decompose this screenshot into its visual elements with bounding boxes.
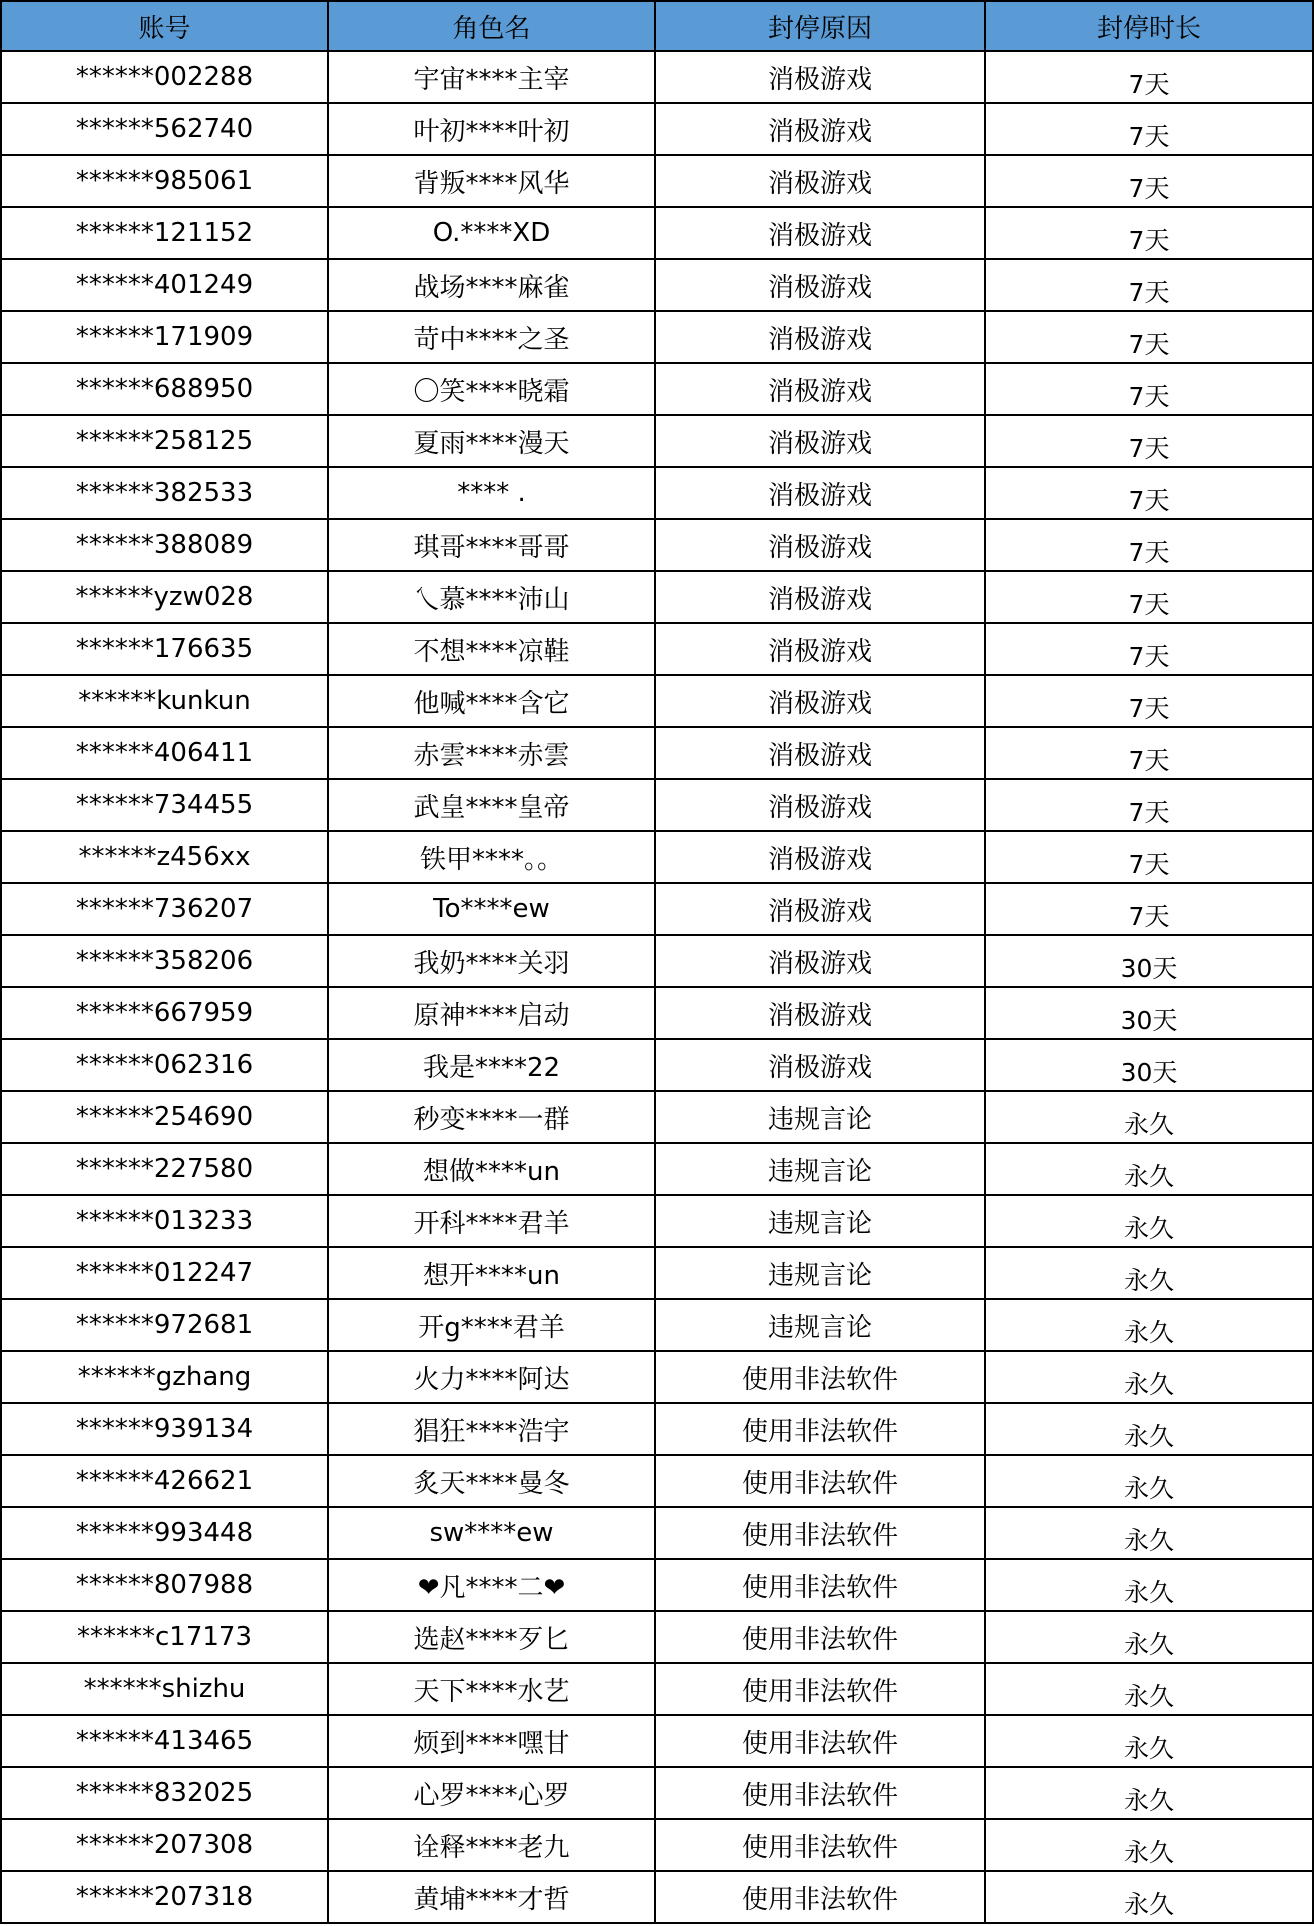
ban-duration-text: 永久 xyxy=(1123,1110,1174,1139)
cell-role-name: sw****ew xyxy=(328,1507,655,1559)
cell-ban-reason: 使用非法软件 xyxy=(655,1351,985,1403)
cell-ban-duration xyxy=(985,1663,1313,1715)
cell-ban-reason: 消极游戏 xyxy=(655,935,985,987)
cell-role-name: ❤凡****二❤ xyxy=(328,1559,655,1611)
cell-account: ******z456xx xyxy=(1,831,328,883)
cell-ban-duration xyxy=(985,1143,1313,1195)
cell-ban-duration xyxy=(985,1403,1313,1455)
cell-ban-reason: 消极游戏 xyxy=(655,467,985,519)
ban-duration-text: 永久 xyxy=(1123,1734,1174,1763)
cell-ban-duration xyxy=(985,51,1313,103)
cell-ban-reason: 违规言论 xyxy=(655,1091,985,1143)
table-row xyxy=(1,987,1313,1039)
table-row xyxy=(1,51,1313,103)
table-row xyxy=(1,467,1313,519)
table-row xyxy=(1,831,1313,883)
ban-duration-text: 7天 xyxy=(1128,382,1170,411)
cell-ban-reason: 消极游戏 xyxy=(655,155,985,207)
cell-role-name: 开g****君羊 xyxy=(328,1299,655,1351)
table-row xyxy=(1,1403,1313,1455)
cell-ban-duration xyxy=(985,1039,1313,1091)
cell-role-name: 开科****君羊 xyxy=(328,1195,655,1247)
header-row xyxy=(1,1,1313,51)
cell-role-name: 猖狂****浩宇 xyxy=(328,1403,655,1455)
table-row xyxy=(1,363,1313,415)
cell-role-name: 乀慕****沛山 xyxy=(328,571,655,623)
cell-ban-duration xyxy=(985,207,1313,259)
cell-ban-duration xyxy=(985,779,1313,831)
cell-account: ******254690 xyxy=(1,1091,328,1143)
cell-ban-duration xyxy=(985,675,1313,727)
cell-role-name: 铁甲****。。 xyxy=(328,831,655,883)
cell-account: ******176635 xyxy=(1,623,328,675)
cell-account: ******gzhang xyxy=(1,1351,328,1403)
cell-account: ******406411 xyxy=(1,727,328,779)
table-row xyxy=(1,675,1313,727)
table-row xyxy=(1,883,1313,935)
cell-account: ******413465 xyxy=(1,1715,328,1767)
table-row xyxy=(1,935,1313,987)
cell-account: ******426621 xyxy=(1,1455,328,1507)
cell-account: ******562740 xyxy=(1,103,328,155)
cell-account: ******062316 xyxy=(1,1039,328,1091)
ban-duration-text: 永久 xyxy=(1123,1890,1174,1919)
cell-ban-duration xyxy=(985,1819,1313,1871)
cell-ban-duration xyxy=(985,1351,1313,1403)
table-row xyxy=(1,1455,1313,1507)
cell-account: ******121152 xyxy=(1,207,328,259)
table-row xyxy=(1,311,1313,363)
cell-ban-reason: 消极游戏 xyxy=(655,831,985,883)
table-row xyxy=(1,103,1313,155)
ban-duration-text: 7天 xyxy=(1128,174,1170,203)
cell-ban-reason: 消极游戏 xyxy=(655,623,985,675)
cell-ban-reason: 消极游戏 xyxy=(655,311,985,363)
cell-account: ******shizhu xyxy=(1,1663,328,1715)
cell-role-name: 〇笑****晓霜 xyxy=(328,363,655,415)
cell-account: ******171909 xyxy=(1,311,328,363)
cell-ban-reason: 违规言论 xyxy=(655,1195,985,1247)
table-row xyxy=(1,1507,1313,1559)
cell-ban-reason: 使用非法软件 xyxy=(655,1507,985,1559)
ban-duration-text: 永久 xyxy=(1123,1786,1174,1815)
cell-ban-reason: 消极游戏 xyxy=(655,987,985,1039)
table-row xyxy=(1,207,1313,259)
cell-ban-reason: 使用非法软件 xyxy=(655,1767,985,1819)
cell-role-name: 原神****启动 xyxy=(328,987,655,1039)
ban-duration-text: 永久 xyxy=(1123,1318,1174,1347)
cell-account: ******227580 xyxy=(1,1143,328,1195)
ban-duration-text: 7天 xyxy=(1128,798,1170,827)
ban-duration-text: 30天 xyxy=(1120,1006,1178,1035)
cell-ban-reason: 使用非法软件 xyxy=(655,1559,985,1611)
cell-ban-duration xyxy=(985,1195,1313,1247)
cell-ban-reason: 消极游戏 xyxy=(655,415,985,467)
cell-account: ******807988 xyxy=(1,1559,328,1611)
ban-duration-text: 7天 xyxy=(1128,746,1170,775)
table-row xyxy=(1,1091,1313,1143)
cell-ban-duration xyxy=(985,1611,1313,1663)
ban-duration-text: 7天 xyxy=(1128,850,1170,879)
cell-account: ******832025 xyxy=(1,1767,328,1819)
table-row xyxy=(1,415,1313,467)
cell-role-name: 夏雨****漫天 xyxy=(328,415,655,467)
cell-role-name: 琪哥****哥哥 xyxy=(328,519,655,571)
header-account: 账号 xyxy=(1,1,328,51)
cell-role-name: 诠释****老九 xyxy=(328,1819,655,1871)
cell-ban-duration xyxy=(985,155,1313,207)
cell-ban-duration xyxy=(985,1091,1313,1143)
table-row xyxy=(1,779,1313,831)
table-row xyxy=(1,1195,1313,1247)
ban-duration-text: 永久 xyxy=(1123,1838,1174,1867)
cell-ban-reason: 消极游戏 xyxy=(655,883,985,935)
ban-duration-text: 7天 xyxy=(1128,538,1170,567)
ban-duration-text: 7天 xyxy=(1128,694,1170,723)
cell-account: ******667959 xyxy=(1,987,328,1039)
cell-role-name: 秒变****一群 xyxy=(328,1091,655,1143)
cell-role-name: O.****XD xyxy=(328,207,655,259)
cell-account: ******207318 xyxy=(1,1871,328,1923)
cell-role-name: 我是****22 xyxy=(328,1039,655,1091)
cell-ban-duration xyxy=(985,883,1313,935)
cell-ban-reason: 消极游戏 xyxy=(655,519,985,571)
cell-ban-duration xyxy=(985,1715,1313,1767)
table-row xyxy=(1,571,1313,623)
cell-ban-duration xyxy=(985,571,1313,623)
cell-ban-reason: 违规言论 xyxy=(655,1143,985,1195)
cell-role-name: 苛中****之圣 xyxy=(328,311,655,363)
cell-role-name: 黄埔****才哲 xyxy=(328,1871,655,1923)
table-row xyxy=(1,155,1313,207)
cell-ban-reason: 消极游戏 xyxy=(655,259,985,311)
cell-role-name: 赤雲****赤雲 xyxy=(328,727,655,779)
cell-account: ******972681 xyxy=(1,1299,328,1351)
cell-ban-reason: 消极游戏 xyxy=(655,363,985,415)
ban-duration-text: 永久 xyxy=(1123,1422,1174,1451)
cell-account: ******012247 xyxy=(1,1247,328,1299)
ban-duration-text: 永久 xyxy=(1123,1162,1174,1191)
cell-role-name: 武皇****皇帝 xyxy=(328,779,655,831)
header-ban-duration: 封停时长 xyxy=(985,1,1313,51)
cell-ban-reason: 使用非法软件 xyxy=(655,1871,985,1923)
cell-role-name: 烦到****嘿甘 xyxy=(328,1715,655,1767)
ban-duration-text: 7天 xyxy=(1128,122,1170,151)
cell-ban-reason: 使用非法软件 xyxy=(655,1715,985,1767)
cell-account: ******002288 xyxy=(1,51,328,103)
ban-duration-text: 永久 xyxy=(1123,1474,1174,1503)
table-body xyxy=(1,51,1313,1923)
cell-ban-reason: 消极游戏 xyxy=(655,571,985,623)
ban-duration-text: 永久 xyxy=(1123,1214,1174,1243)
ban-duration-text: 7天 xyxy=(1128,486,1170,515)
cell-ban-reason: 消极游戏 xyxy=(655,51,985,103)
cell-ban-duration xyxy=(985,727,1313,779)
cell-ban-reason: 使用非法软件 xyxy=(655,1611,985,1663)
ban-duration-text: 7天 xyxy=(1128,642,1170,671)
cell-ban-duration xyxy=(985,1455,1313,1507)
cell-account: ******993448 xyxy=(1,1507,328,1559)
cell-account: ******401249 xyxy=(1,259,328,311)
cell-ban-reason: 消极游戏 xyxy=(655,207,985,259)
header-role-name: 角色名 xyxy=(328,1,655,51)
table-row xyxy=(1,727,1313,779)
cell-role-name: 选赵****歹匕 xyxy=(328,1611,655,1663)
cell-account: ******734455 xyxy=(1,779,328,831)
cell-role-name: 心罗****心罗 xyxy=(328,1767,655,1819)
ban-duration-text: 永久 xyxy=(1123,1578,1174,1607)
table-row xyxy=(1,1715,1313,1767)
cell-role-name: 他喊****含它 xyxy=(328,675,655,727)
table-row xyxy=(1,1039,1313,1091)
cell-ban-reason: 使用非法软件 xyxy=(655,1663,985,1715)
cell-ban-duration xyxy=(985,415,1313,467)
cell-account: ******358206 xyxy=(1,935,328,987)
cell-ban-reason: 违规言论 xyxy=(655,1247,985,1299)
cell-ban-duration xyxy=(985,831,1313,883)
cell-ban-duration xyxy=(985,1559,1313,1611)
cell-account: ******kunkun xyxy=(1,675,328,727)
cell-ban-reason: 消极游戏 xyxy=(655,727,985,779)
cell-account: ******c17173 xyxy=(1,1611,328,1663)
ban-duration-text: 永久 xyxy=(1123,1682,1174,1711)
cell-account: ******688950 xyxy=(1,363,328,415)
ban-duration-text: 7天 xyxy=(1128,70,1170,99)
ban-duration-text: 7天 xyxy=(1128,330,1170,359)
cell-role-name: 我奶****关羽 xyxy=(328,935,655,987)
ban-duration-text: 30天 xyxy=(1120,1058,1178,1087)
cell-account: ******939134 xyxy=(1,1403,328,1455)
cell-ban-reason: 使用非法软件 xyxy=(655,1455,985,1507)
cell-ban-reason: 使用非法软件 xyxy=(655,1819,985,1871)
cell-account: ******388089 xyxy=(1,519,328,571)
cell-ban-duration xyxy=(985,311,1313,363)
cell-ban-reason: 消极游戏 xyxy=(655,779,985,831)
cell-role-name: 叶初****叶初 xyxy=(328,103,655,155)
table-row xyxy=(1,623,1313,675)
cell-ban-duration xyxy=(985,103,1313,155)
cell-ban-reason: 违规言论 xyxy=(655,1299,985,1351)
table-row xyxy=(1,1767,1313,1819)
cell-account: ******013233 xyxy=(1,1195,328,1247)
cell-ban-reason: 使用非法软件 xyxy=(655,1403,985,1455)
cell-role-name: 战场****麻雀 xyxy=(328,259,655,311)
cell-ban-duration xyxy=(985,1299,1313,1351)
cell-role-name: **** . xyxy=(328,467,655,519)
table-row xyxy=(1,1819,1313,1871)
ban-duration-text: 7天 xyxy=(1128,590,1170,619)
cell-ban-reason: 消极游戏 xyxy=(655,103,985,155)
cell-ban-duration xyxy=(985,987,1313,1039)
table-row xyxy=(1,519,1313,571)
cell-role-name: 不想****凉鞋 xyxy=(328,623,655,675)
cell-account: ******736207 xyxy=(1,883,328,935)
table-row xyxy=(1,1351,1313,1403)
cell-ban-duration xyxy=(985,259,1313,311)
cell-role-name: 想开****un xyxy=(328,1247,655,1299)
table-row xyxy=(1,259,1313,311)
table-row xyxy=(1,1299,1313,1351)
ban-duration-text: 7天 xyxy=(1128,226,1170,255)
cell-ban-reason: 消极游戏 xyxy=(655,675,985,727)
ban-duration-text: 7天 xyxy=(1128,902,1170,931)
cell-role-name: 宇宙****主宰 xyxy=(328,51,655,103)
cell-ban-duration xyxy=(985,467,1313,519)
table-row xyxy=(1,1143,1313,1195)
ban-duration-text: 7天 xyxy=(1128,434,1170,463)
header-ban-reason: 封停原因 xyxy=(655,1,985,51)
cell-role-name: 背叛****风华 xyxy=(328,155,655,207)
cell-ban-reason: 消极游戏 xyxy=(655,1039,985,1091)
cell-ban-duration xyxy=(985,519,1313,571)
cell-ban-duration xyxy=(985,623,1313,675)
cell-account: ******258125 xyxy=(1,415,328,467)
cell-role-name: 想做****un xyxy=(328,1143,655,1195)
cell-role-name: To****ew xyxy=(328,883,655,935)
cell-account: ******382533 xyxy=(1,467,328,519)
cell-account: ******yzw028 xyxy=(1,571,328,623)
table-row xyxy=(1,1247,1313,1299)
ban-duration-text: 永久 xyxy=(1123,1630,1174,1659)
cell-role-name: 火力****阿达 xyxy=(328,1351,655,1403)
ban-duration-text: 永久 xyxy=(1123,1370,1174,1399)
cell-role-name: 天下****水艺 xyxy=(328,1663,655,1715)
table-row xyxy=(1,1663,1313,1715)
cell-account: ******207308 xyxy=(1,1819,328,1871)
table-row xyxy=(1,1559,1313,1611)
cell-account: ******985061 xyxy=(1,155,328,207)
cell-role-name: 炙天****曼冬 xyxy=(328,1455,655,1507)
cell-ban-duration xyxy=(985,1871,1313,1923)
ban-duration-text: 永久 xyxy=(1123,1526,1174,1555)
cell-ban-duration xyxy=(985,1507,1313,1559)
cell-ban-duration xyxy=(985,1247,1313,1299)
cell-ban-duration xyxy=(985,363,1313,415)
cell-ban-duration xyxy=(985,1767,1313,1819)
ban-duration-text: 7天 xyxy=(1128,278,1170,307)
table-row xyxy=(1,1871,1313,1923)
cell-ban-duration xyxy=(985,935,1313,987)
table-row xyxy=(1,1611,1313,1663)
table-header xyxy=(1,1,1313,51)
ban-duration-text: 永久 xyxy=(1123,1266,1174,1295)
ban-duration-text: 30天 xyxy=(1120,954,1178,983)
